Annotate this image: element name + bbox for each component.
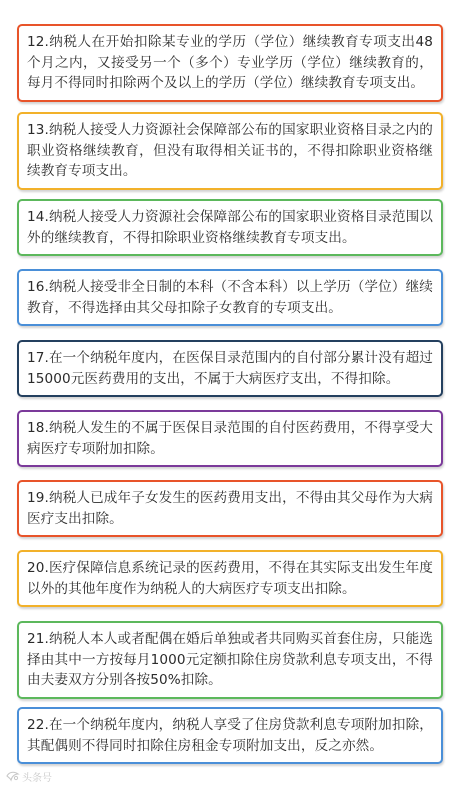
note-card-18 xyxy=(17,410,443,467)
note-card-22 xyxy=(17,707,443,764)
note-text: 19.纳税人已成年子女发生的医药费用支出，不得由其父母作为大病医疗支出扣除。 xyxy=(27,490,433,527)
note-text: 22.在一个纳税年度内，纳税人享受了住房贷款利息专项附加扣除，其配偶则不得同时扣除住房租金专项附加支出，反之亦然。 xyxy=(27,717,433,754)
note-card-21 xyxy=(17,621,443,699)
watermark-text: 头条号 xyxy=(22,773,52,784)
note-card-12 xyxy=(17,24,443,102)
note-text: 18.纳税人发生的不属于医保目录范围的自付医药费用，不得享受大病医疗专项附加扣除。 xyxy=(27,420,433,457)
note-card-16 xyxy=(17,269,443,326)
note-card-19 xyxy=(17,480,443,537)
note-text: 20.医疗保障信息系统记录的医药费用，不得在其实际支出发生年度以外的其他年度作为纳税人的大病医疗专项支出扣除。 xyxy=(27,560,433,597)
note-text: 21.纳税人本人或者配偶在婚后单独或者共同购买首套住房，只能选择由其中一方按每月1000元定额扣除住房贷款利息专项支出，不得由夫妻双方分别各按50%扣除。 xyxy=(27,631,433,688)
watermark xyxy=(6,769,52,784)
note-card-13 xyxy=(17,112,443,190)
toutiao-logo-icon xyxy=(6,771,20,782)
note-card-17 xyxy=(17,340,443,397)
note-text: 12.纳税人在开始扣除某专业的学历（学位）继续教育专项支出48个月之内，又接受另一个（多个）专业学历（学位）继续教育的，每月不得同时扣除两个及以上的学历（学位）继续教育专项支出。 xyxy=(27,34,433,91)
note-card-14 xyxy=(17,199,443,256)
note-text: 14.纳税人接受人力资源社会保障部公布的国家职业资格目录范围以外的继续教育，不得扣除职业资格继续教育专项支出。 xyxy=(27,209,433,246)
note-text: 16.纳税人接受非全日制的本科（不含本科）以上学历（学位）继续教育，不得选择由其父母扣除子女教育的专项支出。 xyxy=(27,279,433,316)
note-text: 13.纳税人接受人力资源社会保障部公布的国家职业资格目录之内的职业资格继续教育，但没有取得相关证书的，不得扣除职业资格继续教育专项支出。 xyxy=(27,122,433,179)
note-text: 17.在一个纳税年度内，在医保目录范围内的自付部分累计没有超过15000元医药费用的支出，不属于大病医疗支出，不得扣除。 xyxy=(27,350,433,387)
note-card-20 xyxy=(17,550,443,607)
